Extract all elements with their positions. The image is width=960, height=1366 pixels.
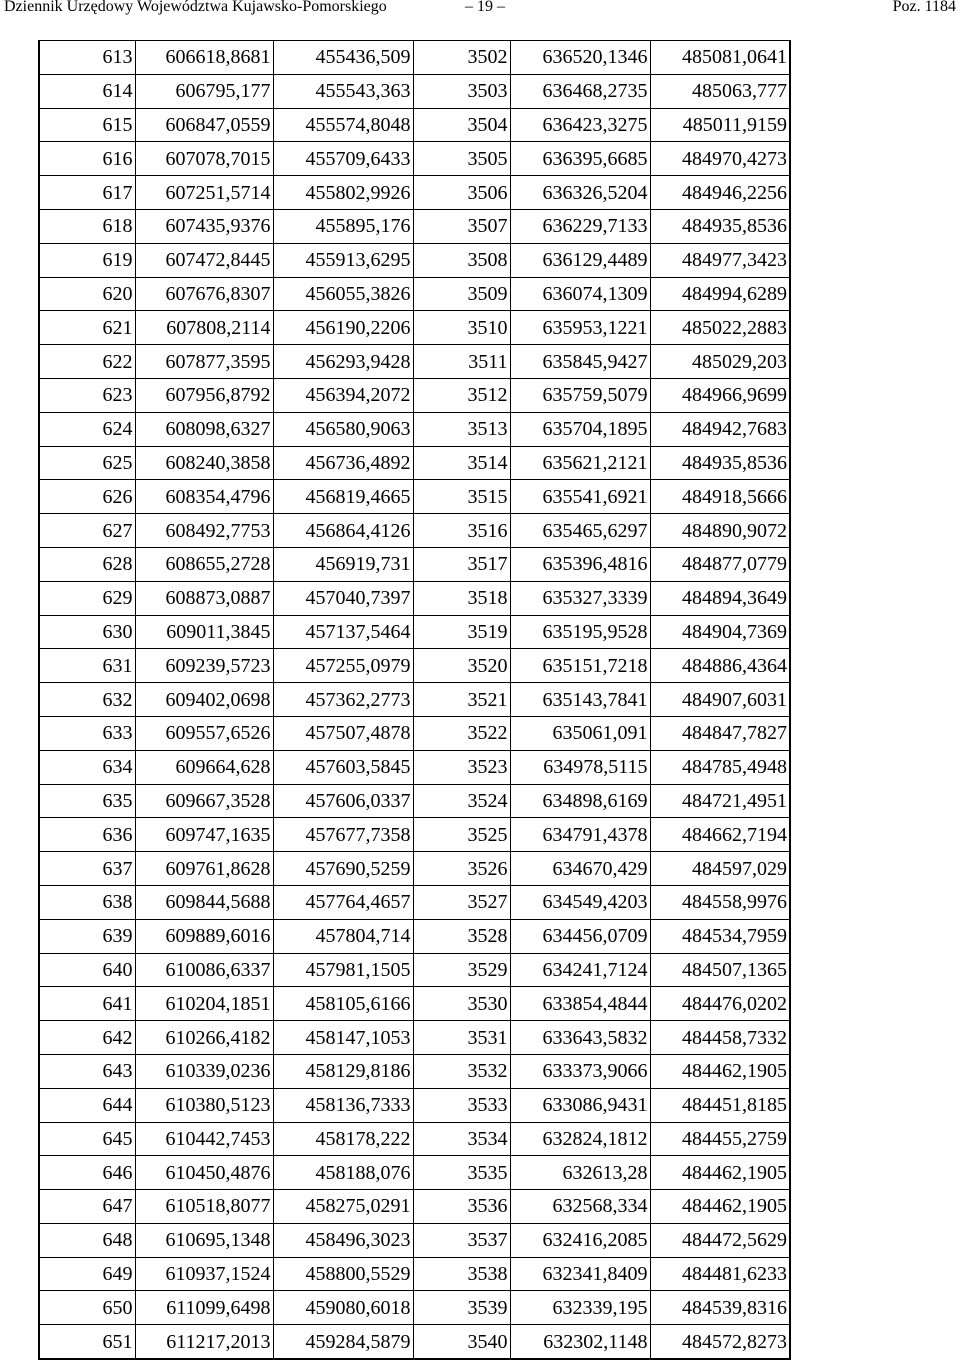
point-number-b-cell: 3530 bbox=[413, 987, 510, 1021]
point-number-b-cell: 3516 bbox=[413, 514, 510, 548]
point-number-b-cell: 3537 bbox=[413, 1223, 510, 1257]
x-coordinate-b-cell: 632568,334 bbox=[510, 1190, 650, 1224]
x-coordinate-b-cell: 633643,5832 bbox=[510, 1021, 650, 1055]
point-number-a-cell: 614 bbox=[39, 74, 135, 108]
point-number-a-cell: 621 bbox=[39, 311, 135, 345]
y-coordinate-a-cell: 458147,1053 bbox=[273, 1021, 413, 1055]
x-coordinate-b-cell: 635465,6297 bbox=[510, 514, 650, 548]
y-coordinate-a-cell: 457255,0979 bbox=[273, 649, 413, 683]
y-coordinate-b-cell: 484946,2256 bbox=[650, 176, 790, 210]
table-row bbox=[39, 547, 790, 581]
table-row bbox=[39, 345, 790, 379]
y-coordinate-b-cell: 484472,5629 bbox=[650, 1223, 790, 1257]
x-coordinate-a-cell: 608873,0887 bbox=[135, 581, 273, 615]
point-number-a-cell: 633 bbox=[39, 716, 135, 750]
y-coordinate-a-cell: 457603,5845 bbox=[273, 750, 413, 784]
x-coordinate-b-cell: 635143,7841 bbox=[510, 683, 650, 717]
y-coordinate-a-cell: 457362,2773 bbox=[273, 683, 413, 717]
point-number-a-cell: 649 bbox=[39, 1257, 135, 1291]
table-row bbox=[39, 852, 790, 886]
y-coordinate-b-cell: 484534,7959 bbox=[650, 919, 790, 953]
y-coordinate-b-cell: 485011,9159 bbox=[650, 108, 790, 142]
y-coordinate-b-cell: 484481,6233 bbox=[650, 1257, 790, 1291]
point-number-b-cell: 3527 bbox=[413, 885, 510, 919]
x-coordinate-a-cell: 611099,6498 bbox=[135, 1291, 273, 1325]
table-row bbox=[39, 885, 790, 919]
x-coordinate-b-cell: 635541,6921 bbox=[510, 480, 650, 514]
point-number-a-cell: 648 bbox=[39, 1223, 135, 1257]
x-coordinate-a-cell: 608098,6327 bbox=[135, 412, 273, 446]
y-coordinate-a-cell: 457677,7358 bbox=[273, 818, 413, 852]
y-coordinate-a-cell: 459080,6018 bbox=[273, 1291, 413, 1325]
y-coordinate-a-cell: 457690,5259 bbox=[273, 852, 413, 886]
table-row bbox=[39, 1190, 790, 1224]
x-coordinate-b-cell: 633373,9066 bbox=[510, 1054, 650, 1088]
table-row bbox=[39, 311, 790, 345]
table-row bbox=[39, 818, 790, 852]
point-number-a-cell: 625 bbox=[39, 446, 135, 480]
table-row bbox=[39, 176, 790, 210]
x-coordinate-a-cell: 607676,8307 bbox=[135, 277, 273, 311]
point-number-a-cell: 642 bbox=[39, 1021, 135, 1055]
x-coordinate-a-cell: 607472,8445 bbox=[135, 243, 273, 277]
y-coordinate-a-cell: 457804,714 bbox=[273, 919, 413, 953]
y-coordinate-b-cell: 485029,203 bbox=[650, 345, 790, 379]
table-row bbox=[39, 142, 790, 176]
table-row bbox=[39, 1122, 790, 1156]
table-row bbox=[39, 716, 790, 750]
point-number-b-cell: 3528 bbox=[413, 919, 510, 953]
x-coordinate-b-cell: 634978,5115 bbox=[510, 750, 650, 784]
table-row bbox=[39, 209, 790, 243]
point-number-a-cell: 627 bbox=[39, 514, 135, 548]
x-coordinate-b-cell: 635327,3339 bbox=[510, 581, 650, 615]
y-coordinate-b-cell: 484507,1365 bbox=[650, 953, 790, 987]
x-coordinate-a-cell: 609844,5688 bbox=[135, 885, 273, 919]
point-number-a-cell: 630 bbox=[39, 615, 135, 649]
point-number-b-cell: 3529 bbox=[413, 953, 510, 987]
point-number-a-cell: 624 bbox=[39, 412, 135, 446]
point-number-a-cell: 651 bbox=[39, 1325, 135, 1359]
coordinates-table bbox=[38, 40, 791, 1360]
point-number-a-cell: 620 bbox=[39, 277, 135, 311]
x-coordinate-a-cell: 609667,3528 bbox=[135, 784, 273, 818]
y-coordinate-a-cell: 456819,4665 bbox=[273, 480, 413, 514]
point-number-a-cell: 636 bbox=[39, 818, 135, 852]
y-coordinate-a-cell: 457040,7397 bbox=[273, 581, 413, 615]
y-coordinate-b-cell: 485063,777 bbox=[650, 74, 790, 108]
point-number-b-cell: 3507 bbox=[413, 209, 510, 243]
point-number-b-cell: 3518 bbox=[413, 581, 510, 615]
table-row bbox=[39, 1054, 790, 1088]
y-coordinate-b-cell: 485022,2883 bbox=[650, 311, 790, 345]
x-coordinate-a-cell: 610204,1851 bbox=[135, 987, 273, 1021]
table-row bbox=[39, 378, 790, 412]
position-number: Poz. 1184 bbox=[892, 0, 956, 15]
point-number-a-cell: 618 bbox=[39, 209, 135, 243]
y-coordinate-b-cell: 484847,7827 bbox=[650, 716, 790, 750]
y-coordinate-b-cell: 484877,0779 bbox=[650, 547, 790, 581]
table-row bbox=[39, 683, 790, 717]
x-coordinate-a-cell: 609402,0698 bbox=[135, 683, 273, 717]
x-coordinate-b-cell: 635759,5079 bbox=[510, 378, 650, 412]
x-coordinate-a-cell: 610518,8077 bbox=[135, 1190, 273, 1224]
point-number-a-cell: 617 bbox=[39, 176, 135, 210]
point-number-a-cell: 640 bbox=[39, 953, 135, 987]
point-number-a-cell: 613 bbox=[39, 41, 135, 75]
y-coordinate-a-cell: 456190,2206 bbox=[273, 311, 413, 345]
point-number-a-cell: 622 bbox=[39, 345, 135, 379]
point-number-b-cell: 3503 bbox=[413, 74, 510, 108]
table-row bbox=[39, 41, 790, 75]
journal-title: Dziennik Urzędowy Województwa Kujawsko-Pomorskiego bbox=[4, 0, 387, 15]
y-coordinate-a-cell: 458188,076 bbox=[273, 1156, 413, 1190]
table-row bbox=[39, 1088, 790, 1122]
y-coordinate-b-cell: 484935,8536 bbox=[650, 446, 790, 480]
x-coordinate-b-cell: 636520,1346 bbox=[510, 41, 650, 75]
x-coordinate-b-cell: 635845,9427 bbox=[510, 345, 650, 379]
y-coordinate-a-cell: 459284,5879 bbox=[273, 1325, 413, 1359]
x-coordinate-a-cell: 609761,8628 bbox=[135, 852, 273, 886]
x-coordinate-b-cell: 635953,1221 bbox=[510, 311, 650, 345]
point-number-a-cell: 638 bbox=[39, 885, 135, 919]
table-row bbox=[39, 1156, 790, 1190]
x-coordinate-a-cell: 609747,1635 bbox=[135, 818, 273, 852]
y-coordinate-b-cell: 484455,2759 bbox=[650, 1122, 790, 1156]
x-coordinate-a-cell: 608240,3858 bbox=[135, 446, 273, 480]
y-coordinate-b-cell: 484977,3423 bbox=[650, 243, 790, 277]
point-number-b-cell: 3540 bbox=[413, 1325, 510, 1359]
y-coordinate-a-cell: 458800,5529 bbox=[273, 1257, 413, 1291]
point-number-b-cell: 3538 bbox=[413, 1257, 510, 1291]
x-coordinate-b-cell: 636074,1309 bbox=[510, 277, 650, 311]
y-coordinate-a-cell: 455709,6433 bbox=[273, 142, 413, 176]
x-coordinate-a-cell: 610266,4182 bbox=[135, 1021, 273, 1055]
x-coordinate-a-cell: 606847,0559 bbox=[135, 108, 273, 142]
table-row bbox=[39, 74, 790, 108]
point-number-b-cell: 3539 bbox=[413, 1291, 510, 1325]
table-row bbox=[39, 1257, 790, 1291]
y-coordinate-a-cell: 457507,4878 bbox=[273, 716, 413, 750]
page-number: – 19 – bbox=[465, 0, 505, 15]
x-coordinate-b-cell: 634791,4378 bbox=[510, 818, 650, 852]
table-row bbox=[39, 412, 790, 446]
y-coordinate-b-cell: 484890,9072 bbox=[650, 514, 790, 548]
point-number-a-cell: 641 bbox=[39, 987, 135, 1021]
y-coordinate-a-cell: 455802,9926 bbox=[273, 176, 413, 210]
y-coordinate-b-cell: 484970,4273 bbox=[650, 142, 790, 176]
table-row bbox=[39, 1325, 790, 1359]
point-number-a-cell: 626 bbox=[39, 480, 135, 514]
table-row bbox=[39, 649, 790, 683]
x-coordinate-a-cell: 606618,8681 bbox=[135, 41, 273, 75]
x-coordinate-b-cell: 634241,7124 bbox=[510, 953, 650, 987]
y-coordinate-b-cell: 484721,4951 bbox=[650, 784, 790, 818]
y-coordinate-b-cell: 484886,4364 bbox=[650, 649, 790, 683]
point-number-b-cell: 3521 bbox=[413, 683, 510, 717]
point-number-a-cell: 643 bbox=[39, 1054, 135, 1088]
point-number-b-cell: 3515 bbox=[413, 480, 510, 514]
x-coordinate-b-cell: 635151,7218 bbox=[510, 649, 650, 683]
point-number-b-cell: 3511 bbox=[413, 345, 510, 379]
point-number-a-cell: 632 bbox=[39, 683, 135, 717]
point-number-b-cell: 3534 bbox=[413, 1122, 510, 1156]
x-coordinate-b-cell: 636395,6685 bbox=[510, 142, 650, 176]
x-coordinate-a-cell: 609239,5723 bbox=[135, 649, 273, 683]
point-number-b-cell: 3519 bbox=[413, 615, 510, 649]
table-row bbox=[39, 243, 790, 277]
y-coordinate-a-cell: 458129,8186 bbox=[273, 1054, 413, 1088]
table-row bbox=[39, 1021, 790, 1055]
point-number-a-cell: 629 bbox=[39, 581, 135, 615]
y-coordinate-b-cell: 484942,7683 bbox=[650, 412, 790, 446]
x-coordinate-b-cell: 633086,9431 bbox=[510, 1088, 650, 1122]
x-coordinate-a-cell: 608492,7753 bbox=[135, 514, 273, 548]
x-coordinate-b-cell: 636129,4489 bbox=[510, 243, 650, 277]
point-number-a-cell: 628 bbox=[39, 547, 135, 581]
table-row bbox=[39, 581, 790, 615]
y-coordinate-a-cell: 458275,0291 bbox=[273, 1190, 413, 1224]
point-number-a-cell: 634 bbox=[39, 750, 135, 784]
point-number-a-cell: 645 bbox=[39, 1122, 135, 1156]
point-number-b-cell: 3535 bbox=[413, 1156, 510, 1190]
y-coordinate-a-cell: 458105,6166 bbox=[273, 987, 413, 1021]
x-coordinate-a-cell: 611217,2013 bbox=[135, 1325, 273, 1359]
x-coordinate-b-cell: 632613,28 bbox=[510, 1156, 650, 1190]
coordinates-table-body bbox=[39, 41, 790, 1360]
x-coordinate-b-cell: 632416,2085 bbox=[510, 1223, 650, 1257]
y-coordinate-b-cell: 484458,7332 bbox=[650, 1021, 790, 1055]
x-coordinate-a-cell: 610695,1348 bbox=[135, 1223, 273, 1257]
x-coordinate-a-cell: 610339,0236 bbox=[135, 1054, 273, 1088]
point-number-a-cell: 635 bbox=[39, 784, 135, 818]
x-coordinate-a-cell: 610086,6337 bbox=[135, 953, 273, 987]
page-header bbox=[0, 0, 960, 26]
y-coordinate-a-cell: 455895,176 bbox=[273, 209, 413, 243]
table-row bbox=[39, 750, 790, 784]
table-row bbox=[39, 277, 790, 311]
x-coordinate-b-cell: 632302,1148 bbox=[510, 1325, 650, 1359]
y-coordinate-b-cell: 484918,5666 bbox=[650, 480, 790, 514]
x-coordinate-a-cell: 608655,2728 bbox=[135, 547, 273, 581]
x-coordinate-b-cell: 632824,1812 bbox=[510, 1122, 650, 1156]
point-number-b-cell: 3509 bbox=[413, 277, 510, 311]
y-coordinate-b-cell: 484935,8536 bbox=[650, 209, 790, 243]
table-row bbox=[39, 919, 790, 953]
x-coordinate-a-cell: 607251,5714 bbox=[135, 176, 273, 210]
x-coordinate-a-cell: 607956,8792 bbox=[135, 378, 273, 412]
x-coordinate-b-cell: 636423,3275 bbox=[510, 108, 650, 142]
point-number-b-cell: 3506 bbox=[413, 176, 510, 210]
x-coordinate-a-cell: 609889,6016 bbox=[135, 919, 273, 953]
table-row bbox=[39, 1291, 790, 1325]
point-number-b-cell: 3514 bbox=[413, 446, 510, 480]
y-coordinate-a-cell: 455436,509 bbox=[273, 41, 413, 75]
point-number-b-cell: 3510 bbox=[413, 311, 510, 345]
table-row bbox=[39, 446, 790, 480]
x-coordinate-b-cell: 635061,091 bbox=[510, 716, 650, 750]
point-number-b-cell: 3517 bbox=[413, 547, 510, 581]
point-number-b-cell: 3526 bbox=[413, 852, 510, 886]
y-coordinate-a-cell: 457981,1505 bbox=[273, 953, 413, 987]
y-coordinate-b-cell: 484462,1905 bbox=[650, 1156, 790, 1190]
point-number-a-cell: 623 bbox=[39, 378, 135, 412]
y-coordinate-b-cell: 484451,8185 bbox=[650, 1088, 790, 1122]
y-coordinate-b-cell: 484462,1905 bbox=[650, 1190, 790, 1224]
point-number-b-cell: 3523 bbox=[413, 750, 510, 784]
y-coordinate-b-cell: 484894,3649 bbox=[650, 581, 790, 615]
y-coordinate-b-cell: 484785,4948 bbox=[650, 750, 790, 784]
point-number-a-cell: 644 bbox=[39, 1088, 135, 1122]
y-coordinate-b-cell: 484966,9699 bbox=[650, 378, 790, 412]
x-coordinate-a-cell: 610937,1524 bbox=[135, 1257, 273, 1291]
table-row bbox=[39, 108, 790, 142]
point-number-b-cell: 3520 bbox=[413, 649, 510, 683]
x-coordinate-b-cell: 635621,2121 bbox=[510, 446, 650, 480]
table-row bbox=[39, 784, 790, 818]
point-number-b-cell: 3502 bbox=[413, 41, 510, 75]
x-coordinate-a-cell: 609011,3845 bbox=[135, 615, 273, 649]
point-number-b-cell: 3522 bbox=[413, 716, 510, 750]
x-coordinate-b-cell: 632341,8409 bbox=[510, 1257, 650, 1291]
y-coordinate-a-cell: 455543,363 bbox=[273, 74, 413, 108]
y-coordinate-b-cell: 484462,1905 bbox=[650, 1054, 790, 1088]
y-coordinate-a-cell: 456055,3826 bbox=[273, 277, 413, 311]
y-coordinate-a-cell: 457764,4657 bbox=[273, 885, 413, 919]
x-coordinate-b-cell: 633854,4844 bbox=[510, 987, 650, 1021]
y-coordinate-a-cell: 458136,7333 bbox=[273, 1088, 413, 1122]
x-coordinate-a-cell: 607877,3595 bbox=[135, 345, 273, 379]
y-coordinate-b-cell: 484662,7194 bbox=[650, 818, 790, 852]
x-coordinate-b-cell: 636468,2735 bbox=[510, 74, 650, 108]
point-number-a-cell: 616 bbox=[39, 142, 135, 176]
y-coordinate-b-cell: 484597,029 bbox=[650, 852, 790, 886]
point-number-a-cell: 647 bbox=[39, 1190, 135, 1224]
y-coordinate-b-cell: 484476,0202 bbox=[650, 987, 790, 1021]
y-coordinate-b-cell: 484539,8316 bbox=[650, 1291, 790, 1325]
x-coordinate-b-cell: 635704,1895 bbox=[510, 412, 650, 446]
point-number-a-cell: 637 bbox=[39, 852, 135, 886]
y-coordinate-a-cell: 455913,6295 bbox=[273, 243, 413, 277]
y-coordinate-a-cell: 456736,4892 bbox=[273, 446, 413, 480]
table-row bbox=[39, 987, 790, 1021]
y-coordinate-b-cell: 484994,6289 bbox=[650, 277, 790, 311]
point-number-b-cell: 3531 bbox=[413, 1021, 510, 1055]
table-row bbox=[39, 1223, 790, 1257]
y-coordinate-a-cell: 458178,222 bbox=[273, 1122, 413, 1156]
x-coordinate-b-cell: 634549,4203 bbox=[510, 885, 650, 919]
y-coordinate-a-cell: 456580,9063 bbox=[273, 412, 413, 446]
table-row bbox=[39, 953, 790, 987]
table-row bbox=[39, 514, 790, 548]
point-number-a-cell: 615 bbox=[39, 108, 135, 142]
x-coordinate-b-cell: 634670,429 bbox=[510, 852, 650, 886]
y-coordinate-a-cell: 456293,9428 bbox=[273, 345, 413, 379]
point-number-a-cell: 631 bbox=[39, 649, 135, 683]
point-number-b-cell: 3508 bbox=[413, 243, 510, 277]
x-coordinate-a-cell: 607808,2114 bbox=[135, 311, 273, 345]
x-coordinate-b-cell: 636326,5204 bbox=[510, 176, 650, 210]
point-number-a-cell: 639 bbox=[39, 919, 135, 953]
x-coordinate-b-cell: 634456,0709 bbox=[510, 919, 650, 953]
x-coordinate-a-cell: 610380,5123 bbox=[135, 1088, 273, 1122]
x-coordinate-b-cell: 636229,7133 bbox=[510, 209, 650, 243]
x-coordinate-b-cell: 635396,4816 bbox=[510, 547, 650, 581]
x-coordinate-a-cell: 606795,177 bbox=[135, 74, 273, 108]
x-coordinate-b-cell: 634898,6169 bbox=[510, 784, 650, 818]
point-number-b-cell: 3512 bbox=[413, 378, 510, 412]
point-number-a-cell: 650 bbox=[39, 1291, 135, 1325]
x-coordinate-b-cell: 632339,195 bbox=[510, 1291, 650, 1325]
point-number-a-cell: 619 bbox=[39, 243, 135, 277]
point-number-b-cell: 3504 bbox=[413, 108, 510, 142]
point-number-b-cell: 3536 bbox=[413, 1190, 510, 1224]
point-number-b-cell: 3524 bbox=[413, 784, 510, 818]
x-coordinate-a-cell: 610442,7453 bbox=[135, 1122, 273, 1156]
y-coordinate-a-cell: 457606,0337 bbox=[273, 784, 413, 818]
y-coordinate-a-cell: 457137,5464 bbox=[273, 615, 413, 649]
x-coordinate-a-cell: 610450,4876 bbox=[135, 1156, 273, 1190]
x-coordinate-b-cell: 635195,9528 bbox=[510, 615, 650, 649]
x-coordinate-a-cell: 608354,4796 bbox=[135, 480, 273, 514]
point-number-b-cell: 3513 bbox=[413, 412, 510, 446]
x-coordinate-a-cell: 609664,628 bbox=[135, 750, 273, 784]
y-coordinate-b-cell: 484904,7369 bbox=[650, 615, 790, 649]
point-number-a-cell: 646 bbox=[39, 1156, 135, 1190]
y-coordinate-a-cell: 456394,2072 bbox=[273, 378, 413, 412]
y-coordinate-b-cell: 484558,9976 bbox=[650, 885, 790, 919]
y-coordinate-a-cell: 458496,3023 bbox=[273, 1223, 413, 1257]
y-coordinate-b-cell: 484572,8273 bbox=[650, 1325, 790, 1359]
point-number-b-cell: 3525 bbox=[413, 818, 510, 852]
y-coordinate-a-cell: 456919,731 bbox=[273, 547, 413, 581]
table-row bbox=[39, 480, 790, 514]
x-coordinate-a-cell: 607435,9376 bbox=[135, 209, 273, 243]
x-coordinate-a-cell: 609557,6526 bbox=[135, 716, 273, 750]
point-number-b-cell: 3532 bbox=[413, 1054, 510, 1088]
y-coordinate-a-cell: 456864,4126 bbox=[273, 514, 413, 548]
point-number-b-cell: 3505 bbox=[413, 142, 510, 176]
y-coordinate-a-cell: 455574,8048 bbox=[273, 108, 413, 142]
y-coordinate-b-cell: 485081,0641 bbox=[650, 41, 790, 75]
point-number-b-cell: 3533 bbox=[413, 1088, 510, 1122]
y-coordinate-b-cell: 484907,6031 bbox=[650, 683, 790, 717]
x-coordinate-a-cell: 607078,7015 bbox=[135, 142, 273, 176]
table-row bbox=[39, 615, 790, 649]
